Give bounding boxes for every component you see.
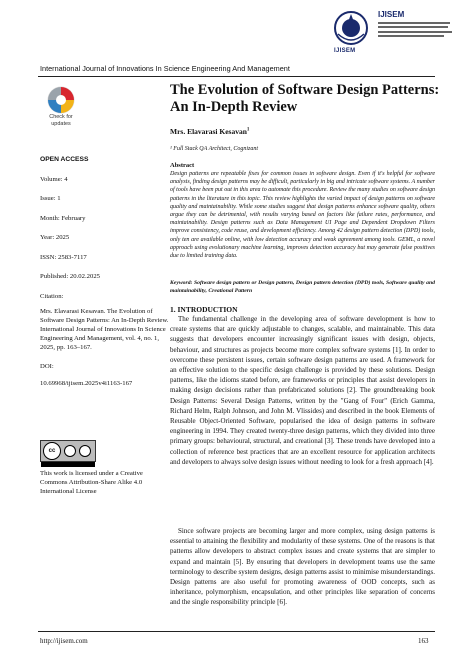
author (170, 127, 249, 136)
header-divider (38, 76, 435, 77)
journal-logo (328, 8, 458, 60)
citation-text: Mrs. Elavarasi Kesavan. The Evolution of Software Design Patterns: An In-Depth Review. International Journal of Innovations In Science Engineering And Management, vol. 4, no. 1, 2025, pp. 163–167. (40, 307, 169, 351)
doi-label: DOI: (40, 363, 54, 370)
logo-brand: IJISEM (378, 10, 405, 19)
article-info-sidebar (40, 155, 170, 399)
footer-url[interactable]: http://ijisem.com (40, 637, 88, 645)
body-paragraph: The fundamental challenge in the developing area of software development is how to create systems that are quickly adjustable to changes, scalable, and maintainable. This data suggests that developers encounter increasingly significant issues with design, objects, behaviour, and structures as projects become more complex software systems [1]. In order to overcome these persistent issues, certain software design patterns are used. A framework for an effective solution to the specific design challenge is provided by these solutions. Design patterns, like the idioms stated before, are frameworks or principles that assist developers in making design decisions rather than prefabricated solutions [2]. The groundbreaking book Design Patterns: Several Design Patterns, written by the "Gang of Four" (Erich Gamma, Richard Helm, Ralph Johnson, and John M. Vlissides) and described in the book Elements of Reusable Object-Oriented Software, popularised the idea of design patterns in software engineering in 1994. They created twenty-three design patterns, which they divided into three primary groups: behavioural, structural, and creational [3]. These trends have developed into a collection of reference best practices that are an excellent resource for application architects and developers to always solve design issues without needing to look for a fresh approach [4]. (170, 315, 435, 466)
published-date: Published: 20.02.2025 (40, 273, 101, 280)
by-icon (64, 445, 76, 457)
footer-divider (38, 631, 435, 632)
issue: Issue: 1 (40, 195, 61, 202)
cc-badge-strip (41, 462, 95, 467)
crossmark-label[interactable]: Check for updates (49, 114, 73, 127)
license-text: This work is licensed under a Creative Commons Attribution-Share Alike 4.0 International License (40, 470, 143, 495)
citation-label: Citation: (40, 292, 64, 300)
affiliation: ¹ Full Stack QA Architect, Cognizant (170, 146, 259, 152)
abstract-heading: Abstract (170, 162, 195, 169)
month: Month: February (40, 214, 86, 222)
open-access-label: OPEN ACCESS (40, 156, 89, 163)
logo-text-lines (378, 22, 458, 38)
issn: ISSN: 2583-7117 (40, 253, 87, 261)
logo-wordmark (378, 10, 458, 40)
body-paragraph: Since software projects are becoming larger and more complex, using design patterns is essential to attaining the flexibility and modularity of these systems. One of the reasons is that patterns allow developers to abstract complex issues and create systems that are simpler to expand and maintain [5]. By ensuring that developers in development teams use the same terminology to describe system designs, design patterns assist to minimise misunderstandings. Design patterns are also useful for promoting awareness of OOD concepts, such as inheritance, polymorphism, encapsulation, and other principles like separation of concerns and the single responsibility principle [6]. (170, 527, 435, 607)
volume: Volume: 4 (40, 175, 68, 183)
cc-icon: cc (43, 442, 61, 460)
page-number: 163 (418, 637, 429, 645)
author-sup: 1 (246, 127, 250, 133)
journal-title: International Journal of Innovations In Science Engineering And Management (40, 64, 290, 73)
doi-link[interactable]: 10.69968/ijisem.2025v4i1163-167 (40, 380, 133, 387)
sa-icon (79, 445, 91, 457)
author-name: Mrs. Elavarasi Kesavan (170, 127, 247, 136)
section-heading: 1. INTRODUCTION (170, 305, 238, 314)
keywords: Keyword: Software design pattern or Design pattern, Design pattern detection (DPD) tools, Software quality and maintainability, Creational Pattern (170, 280, 435, 294)
logo-name: IJISEM (334, 48, 356, 54)
year: Year: 2025 (40, 234, 70, 241)
article-title: The Evolution of Software Design Patterns: An In-Depth Review (170, 82, 440, 115)
abstract-text: Design patterns are repeatable fixes for common issues in software design. Even if it's helpful for software analysis, finding design patterns may be difficult, particularly in big and intricate software systems. A number of tools have been put out in this area to automate this procedure. Review the many studies on software design patterns in the literature in this topic. This review highlights the varied impact of design patterns on software quality and maintainability. While some studies suggest that design patterns enhance software quality, others argue they can be detrimental, with results varying based on factors like failure rates, performance, and maintainability. Design patterns such as Data Management UI Page and Dependent Dropdown Filters improve consistency, code reuse, and development efficiency. Among 42 design pattern detection (DPD) tools, only ten are available online, with low detection accuracy and weak agreement among tools. GEML, a novel approach using evolutionary machine learning, improves detection accuracy but may generate false positives due to limited training data. (170, 171, 435, 260)
cc-license-badge[interactable] (40, 440, 96, 462)
